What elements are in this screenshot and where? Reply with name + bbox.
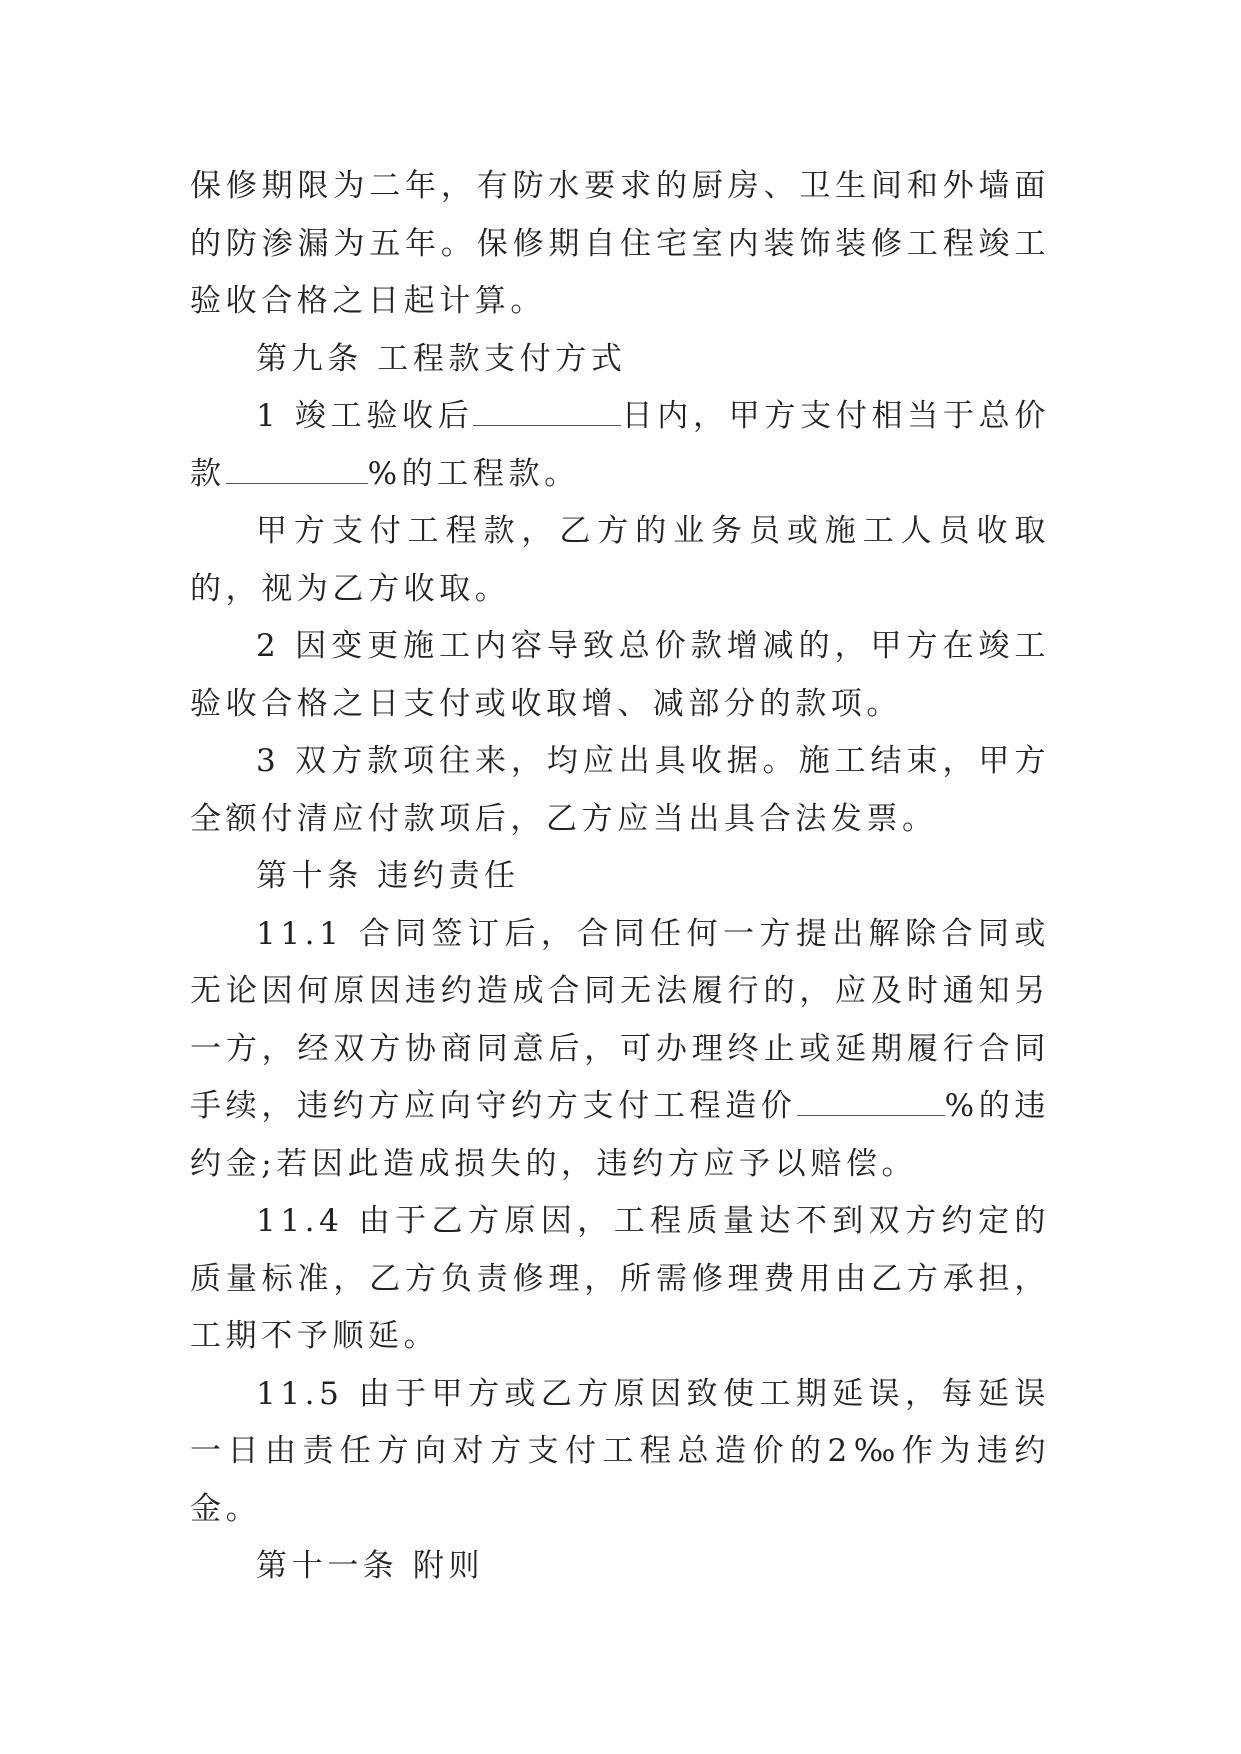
breach-item-11-4: 11.4 由于乙方原因，工程质量达不到双方约定的质量标准，乙方负责修理，所需修理费用由乙方承担，工期不予顺延。 bbox=[190, 1203, 1050, 1354]
breach-item-11-1-text-a: 11.1 合同签订后，合同任何一方提出解除合同或无论因何原因违约造成合同无法履行的，应及时通知另一方，经双方协商同意后，可办理终止或延期履行合同手续，违约方应向守约方支付工程造价 bbox=[190, 915, 1050, 1124]
article-9-heading: 第九条 工程款支付方式 bbox=[256, 340, 627, 377]
article-10-heading: 第十条 违约责任 bbox=[256, 858, 520, 894]
penalty-percent-blank-field bbox=[797, 1089, 945, 1116]
payment-item-1-text-b: 日内，甲方支付相当于总价款 bbox=[190, 398, 1050, 492]
payment-note-paragraph: 甲方支付工程款，乙方的业务员或施工人员收取的，视为乙方收取。 bbox=[190, 513, 1050, 607]
payment-item-1 bbox=[190, 388, 1050, 503]
breach-item-11-1-text-b: %的违约金;若因此造成损失的，违约方应予以赔偿。 bbox=[190, 1088, 1050, 1182]
document-body bbox=[190, 158, 1050, 1596]
warranty-period-paragraph: 保修期限为二年，有防水要求的厨房、卫生间和外墙面的防渗漏为五年。保修期自住宅室内装饰装修工程竣工验收合格之日起计算。 bbox=[190, 168, 1050, 319]
payment-item-2: 2 因变更施工内容导致总价款增减的，甲方在竣工验收合格之日支付或收取增、减部分的款项。 bbox=[190, 628, 1050, 722]
percent-blank-field bbox=[226, 457, 368, 484]
payment-item-1-text-c: %的工程款。 bbox=[367, 455, 580, 492]
payment-item-1-text-a: 1 竣工验收后 bbox=[256, 398, 474, 434]
payment-item-3: 3 双方款项往来，均应出具收据。施工结束，甲方全额付清应付款项后，乙方应当出具合法发票。 bbox=[190, 743, 1050, 837]
breach-item-11-1 bbox=[190, 906, 1050, 1194]
days-blank-field bbox=[473, 399, 621, 426]
article-11-heading: 第十一条 附则 bbox=[256, 1548, 485, 1584]
breach-item-11-5: 11.5 由于甲方或乙方原因致使工期延误，每延误一日由责任方向对方支付工程总造价的2‰作为违约金。 bbox=[190, 1375, 1050, 1527]
